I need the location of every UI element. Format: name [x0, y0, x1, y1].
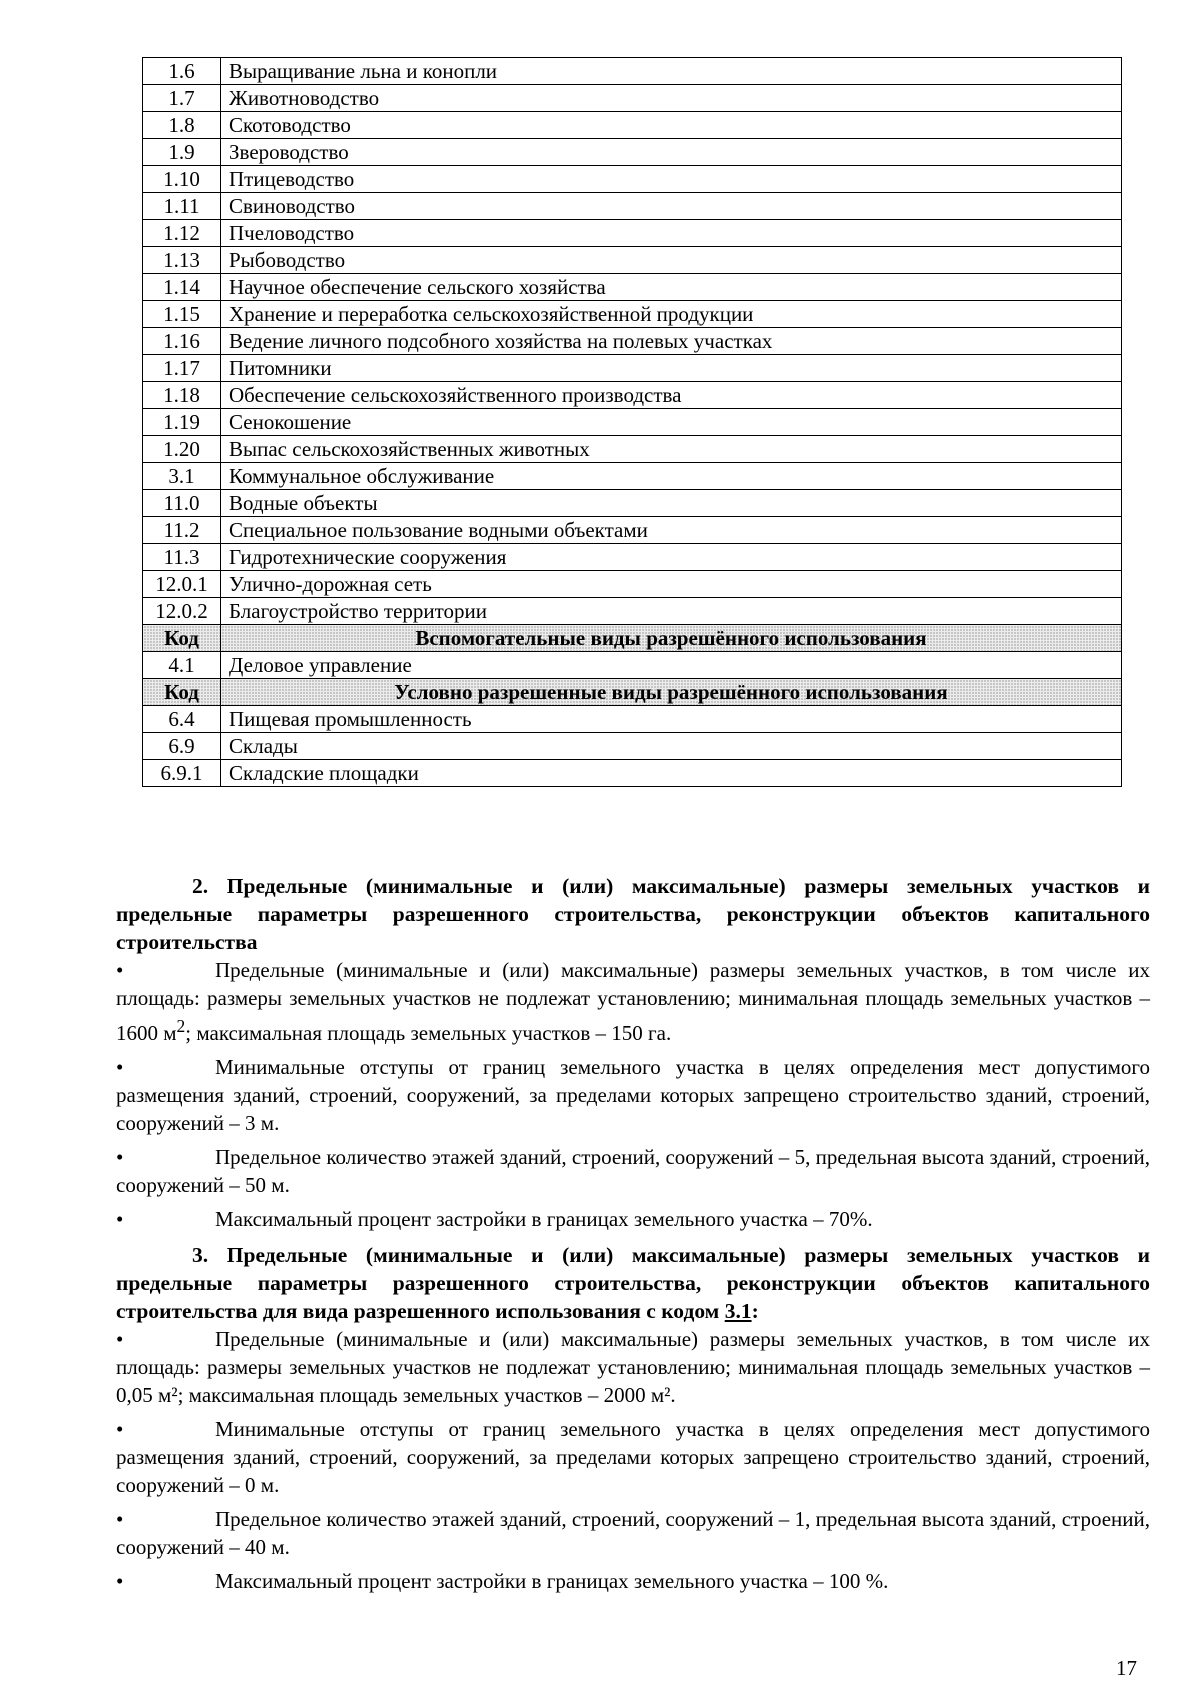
table-row [143, 598, 1122, 625]
bullet-icon: • [116, 1207, 124, 1231]
code-cell: 1.11 [143, 193, 221, 220]
table-row [143, 274, 1122, 301]
code-cell: 1.10 [143, 166, 221, 193]
name-cell: Рыбоводство [221, 247, 1122, 274]
table-row [143, 733, 1122, 760]
name-cell: Водные объекты [221, 490, 1122, 517]
table-row [143, 139, 1122, 166]
code-cell: 1.16 [143, 328, 221, 355]
table-row [143, 490, 1122, 517]
name-cell: Складские площадки [221, 760, 1122, 787]
table-row [143, 193, 1122, 220]
section-2-bullet-3-text: Предельное количество этажей зданий, строений, сооружений – 5, предельная высота зданий, строений, сооружений – 50 м. [116, 1145, 1150, 1197]
code-cell: 1.15 [143, 301, 221, 328]
header-title-cell: Вспомогательные виды разрешённого использования [221, 625, 1122, 652]
code-cell: 6.9.1 [143, 760, 221, 787]
bullet-icon: • [116, 1055, 124, 1079]
code-cell: 11.3 [143, 544, 221, 571]
code-cell: 1.18 [143, 382, 221, 409]
name-cell: Хранение и переработка сельскохозяйственной продукции [221, 301, 1122, 328]
code-cell: 1.12 [143, 220, 221, 247]
section-2-bullet-2 [116, 1053, 1150, 1137]
name-cell: Коммунальное обслуживание [221, 463, 1122, 490]
code-cell: 3.1 [143, 463, 221, 490]
name-cell: Специальное пользование водными объектами [221, 517, 1122, 544]
name-cell: Животноводство [221, 85, 1122, 112]
section-3-title-text: 3. Предельные (минимальные и (или) максимальные) размеры земельных участков и предельные параметры разрешенного строительства, реконструкции объектов капитального строительства для вида разрешенного использования с кодом [116, 1243, 1150, 1323]
section-3-bullet-2-text: Минимальные отступы от границ земельного участка в целях определения мест допустимого размещения зданий, строений, сооружений, за пределами которых запрещено строительство зданий, строений, сооружений – 0 м. [116, 1417, 1150, 1497]
table-row [143, 409, 1122, 436]
name-cell: Ведение личного подсобного хозяйства на полевых участках [221, 328, 1122, 355]
section-3-bullet-1-text: Предельные (минимальные и (или) максимальные) размеры земельных участков, в том числе их площадь: размеры земельных участков не подлежат установлению; минимальная площадь земельных участков – 0,05 м²; максимальная площадь земельных участков – 2000 м². [116, 1327, 1150, 1407]
section-2-bullet-4 [116, 1205, 1150, 1233]
page-number: 17 [1116, 1656, 1137, 1680]
code-cell: 1.14 [143, 274, 221, 301]
name-cell: Гидротехнические сооружения [221, 544, 1122, 571]
bullet-icon: • [116, 1507, 124, 1531]
code-cell: 1.13 [143, 247, 221, 274]
section-2-bullet-4-text: Максимальный процент застройки в границах земельного участка – 70%. [215, 1207, 873, 1231]
code-cell: 1.20 [143, 436, 221, 463]
code-cell: 1.17 [143, 355, 221, 382]
section-2-bullet-1-text: Предельные (минимальные и (или) максимальные) размеры земельных участков, в том числе их площадь: размеры земельных участков не подлежат установлению; минимальная площадь земельных участков – 1600 м [116, 958, 1150, 1045]
code-cell: 1.7 [143, 85, 221, 112]
name-cell: Пчеловодство [221, 220, 1122, 247]
bullet-icon: • [116, 1569, 124, 1593]
code-cell: 4.1 [143, 652, 221, 679]
table-row [143, 247, 1122, 274]
table-row [143, 85, 1122, 112]
code-cell: 12.0.2 [143, 598, 221, 625]
table-row [143, 58, 1122, 85]
code-cell: 6.9 [143, 733, 221, 760]
name-cell: Обеспечение сельскохозяйственного производства [221, 382, 1122, 409]
table-row [143, 301, 1122, 328]
section-3-bullet-4 [116, 1567, 1150, 1595]
land-use-table-body [143, 58, 1122, 787]
table-row [143, 706, 1122, 733]
name-cell: Научное обеспечение сельского хозяйства [221, 274, 1122, 301]
section-3-bullet-3-text: Предельное количество этажей зданий, строений, сооружений – 1, предельная высота зданий, строений, сооружений – 40 м. [116, 1507, 1150, 1559]
name-cell: Птицеводство [221, 166, 1122, 193]
section-2-bullet-2-text: Минимальные отступы от границ земельного участка в целях определения мест допустимого размещения зданий, строений, сооружений, за пределами которых запрещено строительство зданий, строений, сооружений – 3 м. [116, 1055, 1150, 1135]
name-cell: Склады [221, 733, 1122, 760]
header-code-cell: Код [143, 679, 221, 706]
code-cell: 1.8 [143, 112, 221, 139]
section-3-title [116, 1241, 1150, 1325]
bullet-icon: • [116, 1417, 124, 1441]
section-2-bullet-1-tail: ; максимальная площадь земельных участков – 150 га. [185, 1021, 672, 1045]
section-3-bullet-3 [116, 1505, 1150, 1561]
section-3-bullet-4-text: Максимальный процент застройки в границах земельного участка – 100 %. [215, 1569, 889, 1593]
section-3-title-code: 3.1 [724, 1299, 752, 1323]
name-cell: Питомники [221, 355, 1122, 382]
table-row [143, 571, 1122, 598]
name-cell: Свиноводство [221, 193, 1122, 220]
name-cell: Звероводство [221, 139, 1122, 166]
land-use-table [142, 57, 1122, 787]
bullet-icon: • [116, 1327, 124, 1351]
header-title-cell: Условно разрешенные виды разрешённого использования [221, 679, 1122, 706]
table-section-header [143, 625, 1122, 652]
name-cell: Скотоводство [221, 112, 1122, 139]
name-cell: Сенокошение [221, 409, 1122, 436]
name-cell: Пищевая промышленность [221, 706, 1122, 733]
table-row [143, 112, 1122, 139]
code-cell: 1.6 [143, 58, 221, 85]
name-cell: Благоустройство территории [221, 598, 1122, 625]
section-3 [116, 1241, 1150, 1601]
code-cell: 12.0.1 [143, 571, 221, 598]
superscript: 2 [176, 1016, 186, 1036]
section-2-bullet-1 [116, 956, 1150, 1047]
table-row [143, 355, 1122, 382]
section-3-bullet-2 [116, 1415, 1150, 1499]
header-code-cell: Код [143, 625, 221, 652]
section-2 [116, 872, 1150, 1239]
table-row [143, 382, 1122, 409]
section-2-title: 2. Предельные (минимальные и (или) максимальные) размеры земельных участков и предельные параметры разрешенного строительства, реконструкции объектов капитального строительства [116, 874, 1150, 954]
name-cell: Выращивание льна и конопли [221, 58, 1122, 85]
name-cell: Улично-дорожная сеть [221, 571, 1122, 598]
code-cell: 6.4 [143, 706, 221, 733]
section-3-bullet-1 [116, 1325, 1150, 1409]
code-cell: 11.2 [143, 517, 221, 544]
section-2-bullet-3 [116, 1143, 1150, 1199]
name-cell: Выпас сельскохозяйственных животных [221, 436, 1122, 463]
table-row [143, 220, 1122, 247]
section-3-title-colon: : [751, 1299, 759, 1323]
table-row [143, 463, 1122, 490]
table-row [143, 517, 1122, 544]
table-row [143, 166, 1122, 193]
name-cell: Деловое управление [221, 652, 1122, 679]
table-row [143, 544, 1122, 571]
table-section-header [143, 679, 1122, 706]
bullet-icon: • [116, 958, 124, 982]
bullet-icon: • [116, 1145, 124, 1169]
code-cell: 1.9 [143, 139, 221, 166]
table-row [143, 436, 1122, 463]
code-cell: 11.0 [143, 490, 221, 517]
table-row [143, 328, 1122, 355]
code-cell: 1.19 [143, 409, 221, 436]
table-row [143, 760, 1122, 787]
table-row [143, 652, 1122, 679]
